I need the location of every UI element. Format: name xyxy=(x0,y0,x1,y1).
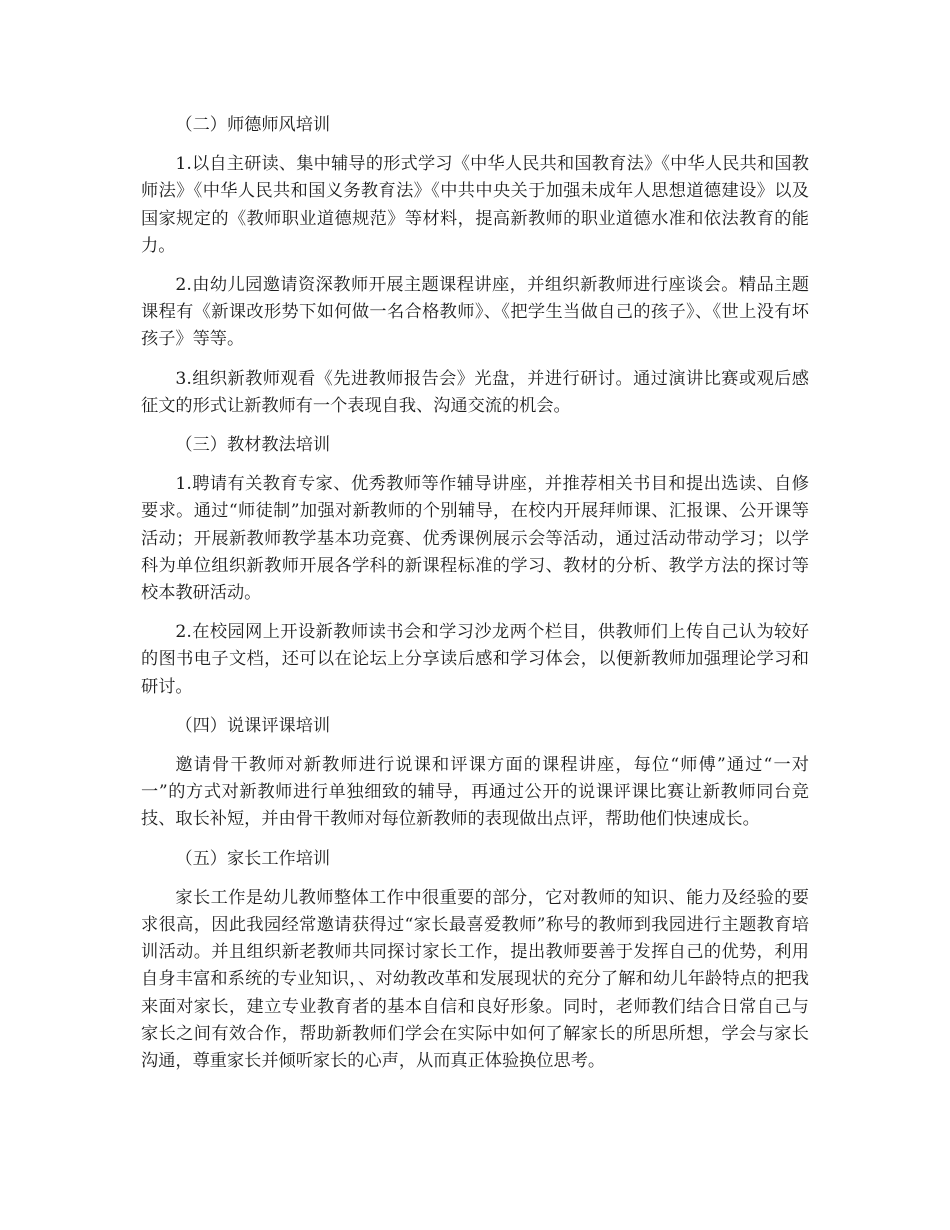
paragraph-materials-1: 1.聘请有关教育专家、优秀教师等作辅导讲座，并推荐相关书目和提出选读、自修要求。通过“师徒制”加强对新教师的个别辅导，在校内开展拜师课、汇报课、公开课等活动；开展新教师教学基本功竞赛、优秀课例展示会等活动，通过活动带动学习；以学科为单位组织新教师开展各学科的新课程标准的学习、教材的分析、教学方法的探讨等校本教研活动。 xyxy=(141,474,809,604)
paragraph-ethics-3: 3.组织新教师观看《先进教师报告会》光盘，并进行研讨。通过演讲比赛或观后感征文的形式让新教师有一个表现自我、沟通交流的机会。 xyxy=(141,368,809,416)
section-heading-parent-work: （五）家长工作培训 xyxy=(175,848,331,869)
paragraph-ethics-2: 2.由幼儿园邀请资深教师开展主题课程讲座，并组织新教师进行座谈会。精品主题课程有《新课改形势下如何做一名合格教师》、《把学生当做自己的孩子》、《世上没有坏孩子》等等。 xyxy=(141,275,809,350)
section-heading-lesson-review: （四）说课评课培训 xyxy=(175,715,331,736)
section-heading-ethics: （二）师德师风培训 xyxy=(175,115,331,135)
document-body xyxy=(141,112,809,1087)
paragraph-lesson-review: 邀请骨干教师对新教师进行说课和评课方面的课程讲座，每位“师傅”通过“一对一”的方式对新教师进行单独细致的辅导，再通过公开的说课评课比赛让新教师同台竞技、取长补短，并由骨干教师对每位新教师的表现做出点评，帮助他们快速成长。 xyxy=(141,755,809,830)
paragraph-ethics-1: 1.以自主研读、集中辅导的形式学习《中华人民共和国教育法》《中华人民共和国教师法》《中华人民共和国义务教育法》《中共中央关于加强未成年人思想道德建设》以及国家规定的《教师职业道德规范》等材料，提高新教师的职业道德水准和依法教育的能力。 xyxy=(141,154,809,256)
section-heading-teaching-materials: （三）教材教法培训 xyxy=(175,435,331,456)
paragraph-materials-2: 2.在校园网上开设新教师读书会和学习沙龙两个栏目，供教师们上传自己认为较好的图书电子文档，还可以在论坛上分享读后感和学习体会，以便新教师加强理论学习和研讨。 xyxy=(141,622,809,697)
paragraph-parent-work: 家长工作是幼儿教师整体工作中很重要的部分，它对教师的知识、能力及经验的要求很高，因此我园经常邀请获得过“家长最喜爱教师”称号的教师到我园进行主题教育培训活动。并且组织新老教师共同探讨家长工作，提出教师要善于发挥自己的优势，利用自身丰富和系统的专业知识，、对幼教改革和发展现状的充分了解和幼儿年龄特点的把我来面对家长，建立专业教育者的基本自信和良好形象。同时，老师教们结合日常自己与家长之间有效合作，帮助新教师们学会在实际中如何了解家长的所思所想，学会与家长沟通，尊重家长并倾听家长的心声，从而真正体验换位思考。 xyxy=(141,887,809,1072)
